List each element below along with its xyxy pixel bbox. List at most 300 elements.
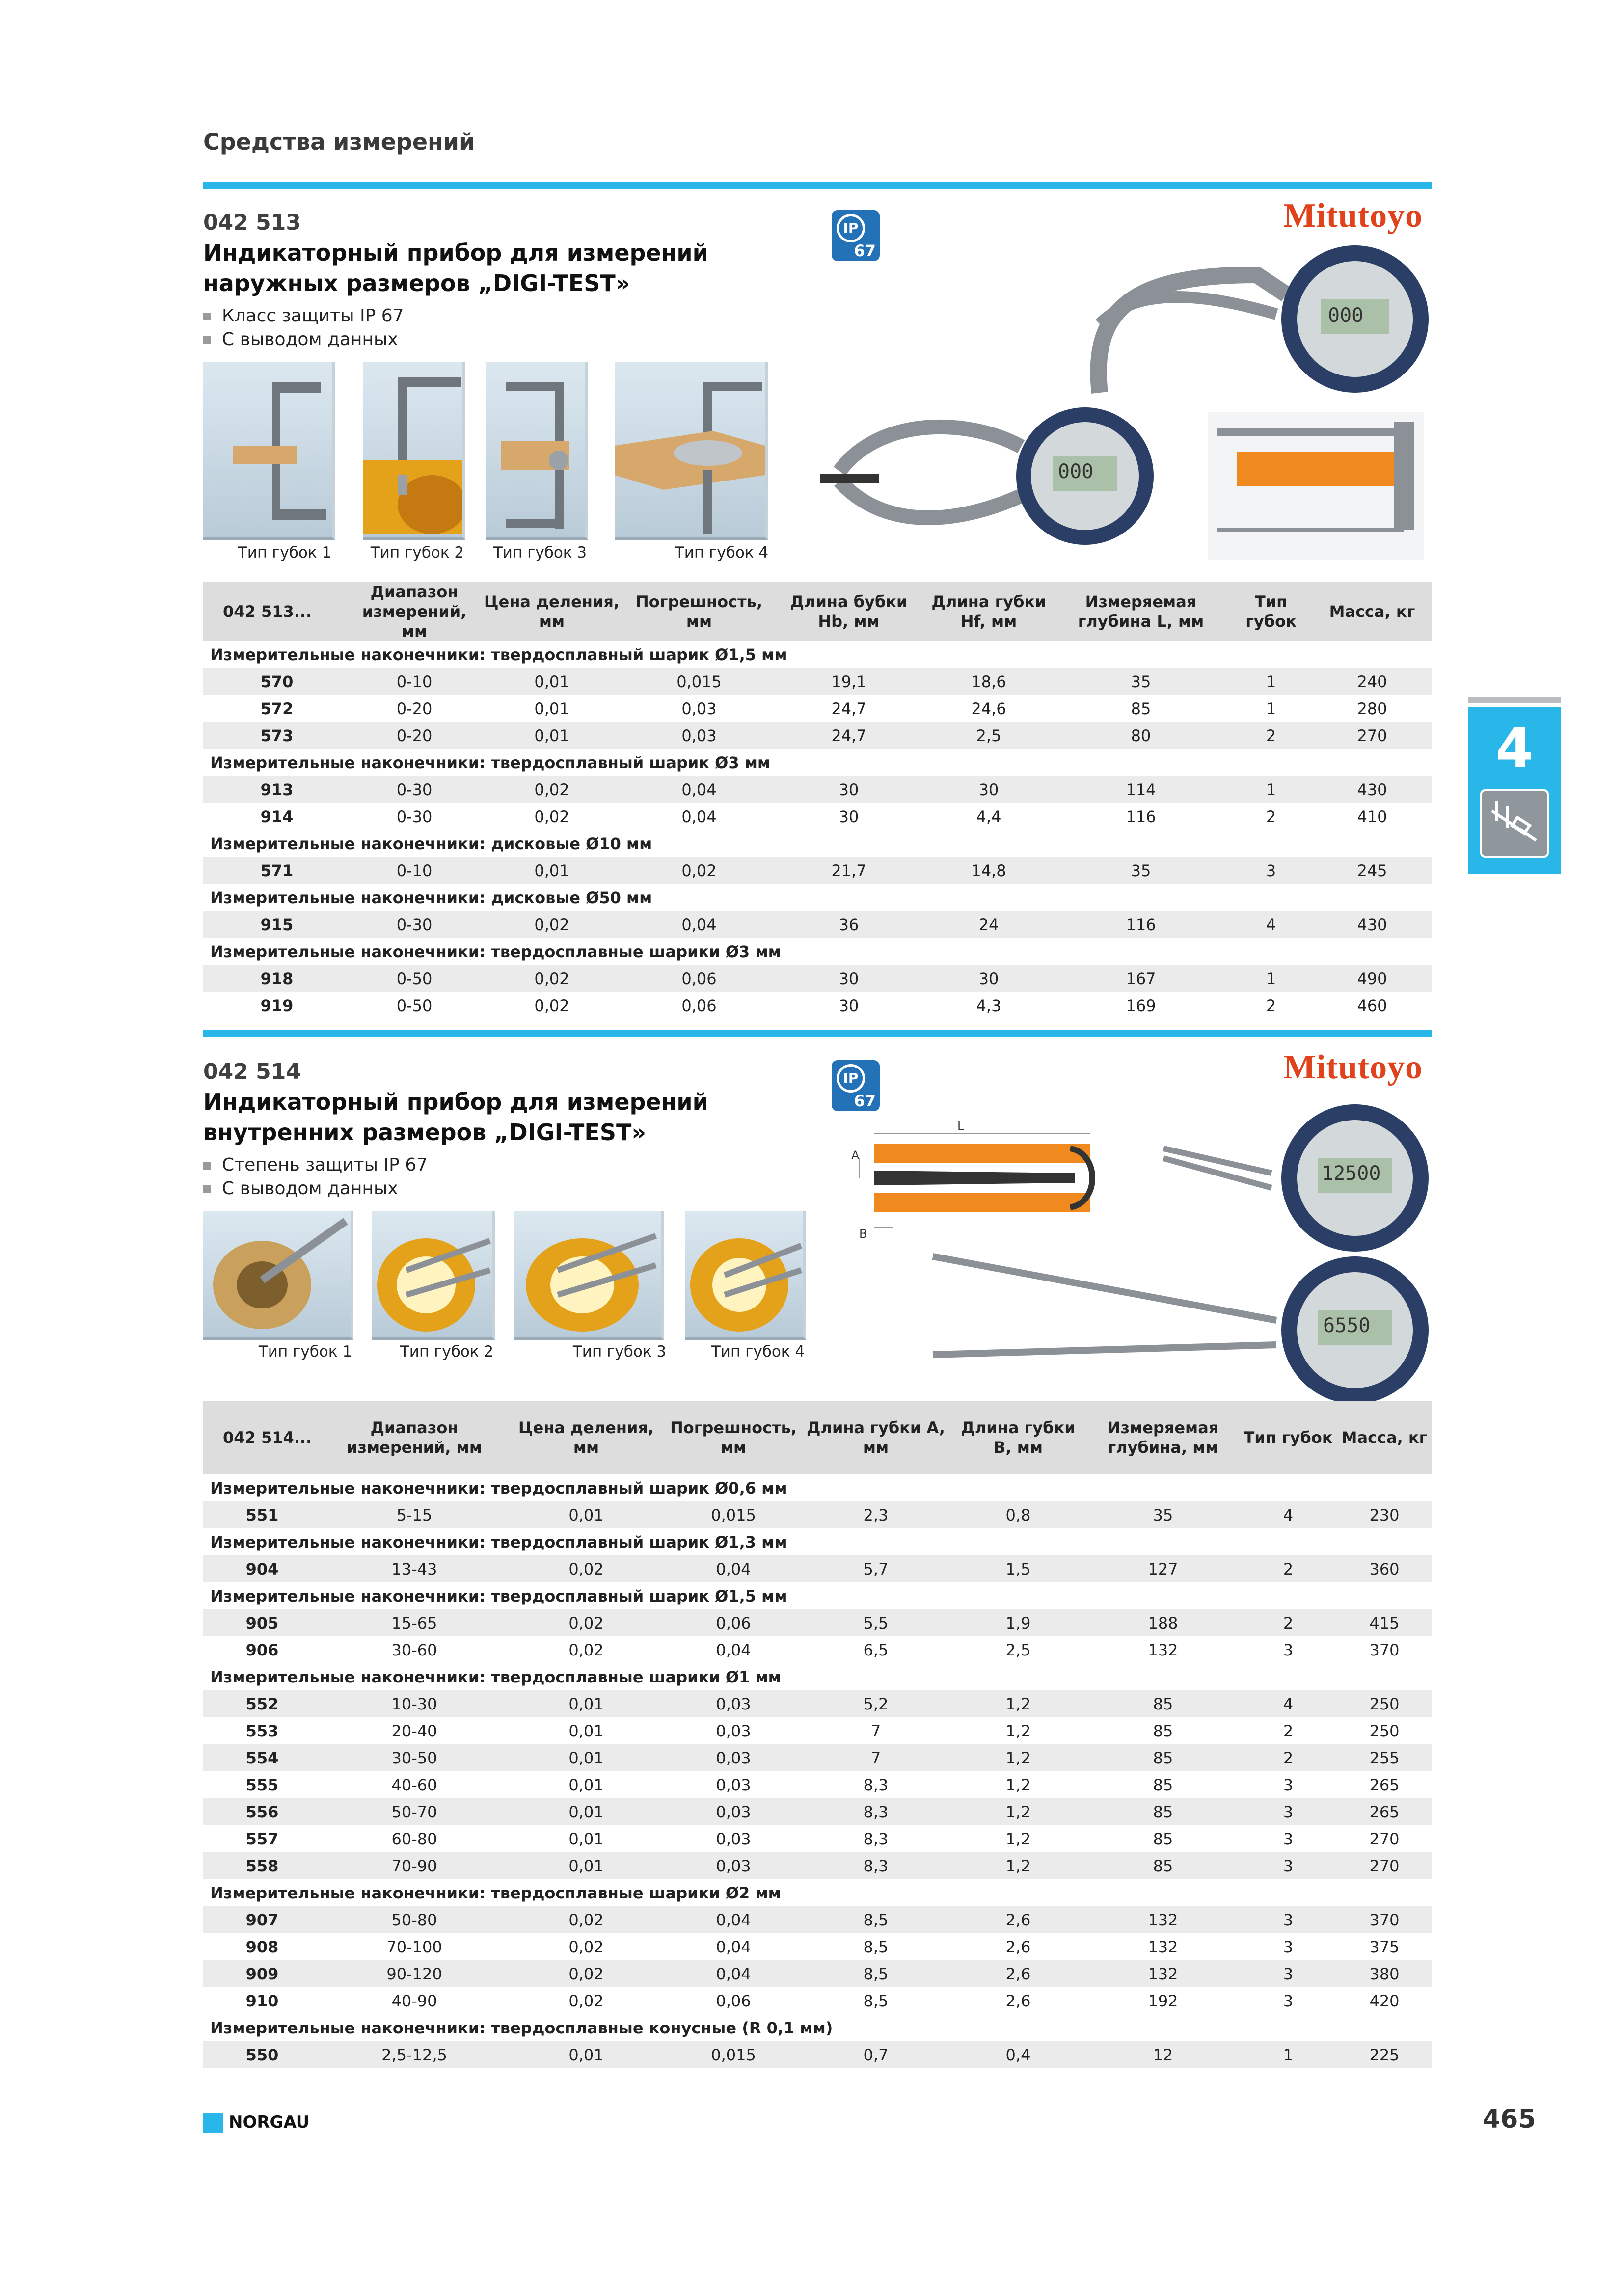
table-cell: 2,3 <box>802 1501 949 1528</box>
table-cell: 1,2 <box>949 1852 1087 1879</box>
table-cell: 904 <box>203 1555 321 1582</box>
table-group-row <box>203 641 1432 668</box>
table-cell: 40-60 <box>391 1775 437 1794</box>
table-cell: 1 <box>1229 776 1313 803</box>
table-cell: 2 <box>1266 996 1276 1015</box>
table-cell: 0,01 <box>478 668 625 695</box>
mitutoyo-logo-2: Mitutoyo <box>1283 1048 1423 1086</box>
table-row <box>203 1636 1432 1663</box>
group-label: Измерительные наконечники: твердосплавный шарик Ø1,5 мм <box>203 641 1432 668</box>
table-cell: 30 <box>839 996 859 1015</box>
table-row <box>203 1744 1432 1771</box>
table-group-row <box>203 884 1432 911</box>
diagram-label-b: B <box>859 1227 867 1241</box>
table-cell: 20-40 <box>391 1721 437 1740</box>
table-cell: 245 <box>1313 857 1432 884</box>
table-cell: 908 <box>245 1937 279 1956</box>
gauge-display-3: 12500 <box>1322 1162 1381 1185</box>
table-cell: 0,04 <box>625 911 773 938</box>
int-jaw-type2-image <box>372 1211 495 1340</box>
product1-title: Индикаторный прибор для измерений наружных размеров „DIGI-TEST» <box>203 240 708 296</box>
table-cell: 80 <box>1053 722 1229 749</box>
table-cell: 1,2 <box>949 1690 1087 1717</box>
table-cell: 270 <box>1313 722 1432 749</box>
table-cell: 3 <box>1283 1640 1294 1659</box>
table-cell: 24,7 <box>831 699 866 718</box>
table-cell: 0,04 <box>665 1555 802 1582</box>
table-cell: 30 <box>925 965 1053 992</box>
table-cell: 60-80 <box>391 1829 437 1848</box>
gauge-display-2: 000 <box>1058 460 1094 483</box>
table-cell: 4 <box>1239 1690 1337 1717</box>
table-group-row <box>203 1528 1432 1555</box>
table-cell: 0,8 <box>949 1501 1087 1528</box>
table-cell: 8,5 <box>802 1960 949 1987</box>
table-cell: 913 <box>203 776 351 803</box>
table-group-row <box>203 1663 1432 1690</box>
table-cell: 225 <box>1337 2041 1432 2068</box>
table-cell: 918 <box>203 965 351 992</box>
table-cell: 0,02 <box>534 807 569 826</box>
group-label: Измерительные наконечники: твердосплавный шарик Ø0,6 мм <box>203 1474 1432 1501</box>
group-label: Измерительные наконечники: твердосплавный шарик Ø1,5 мм <box>203 1582 1432 1609</box>
product2-title: Индикаторный прибор для измерений внутренних размеров „DIGI-TEST» <box>203 1089 708 1146</box>
group-label: Измерительные наконечники: дисковые Ø50 мм <box>203 884 1432 911</box>
table-cell: 3 <box>1283 1775 1294 1794</box>
table-cell: 3 <box>1283 1991 1294 2010</box>
table-cell: 4 <box>1229 911 1313 938</box>
table-cell: 430 <box>1313 776 1432 803</box>
column-header: Цена деления, мм <box>508 1401 665 1474</box>
table-cell: 552 <box>203 1690 321 1717</box>
table-cell: 1,9 <box>949 1609 1087 1636</box>
column-header: Длина губки A, мм <box>802 1401 949 1474</box>
table-cell: 910 <box>245 1991 279 2010</box>
table-cell: 85 <box>1087 1798 1239 1825</box>
table-row <box>203 1852 1432 1879</box>
chapter-tab-top-bar <box>1468 697 1561 703</box>
column-header: Измеряемая глубина, мм <box>1087 1401 1239 1474</box>
table-cell: 6,5 <box>863 1640 889 1659</box>
table-row <box>203 803 1432 830</box>
jaw-type4-image <box>615 362 768 540</box>
table-cell: 2 <box>1283 1721 1294 1740</box>
table-cell: 265 <box>1337 1798 1432 1825</box>
table-cell: 0,04 <box>665 1906 802 1933</box>
table-group-row <box>203 1879 1432 1906</box>
table-cell: 0,02 <box>568 1937 604 1956</box>
table-cell: 116 <box>1126 807 1156 826</box>
table-row <box>203 1717 1432 1744</box>
table-cell: 0,01 <box>568 1721 604 1740</box>
table-cell: 127 <box>1087 1555 1239 1582</box>
table-cell: 1 <box>1266 699 1276 718</box>
table-cell: 1,2 <box>1005 1829 1031 1848</box>
jaw-type2-caption: Тип губок 2 <box>370 544 464 561</box>
table-cell: 30 <box>773 965 925 992</box>
table-row <box>203 695 1432 722</box>
table-cell: 0,4 <box>949 2041 1087 2068</box>
table-cell: 270 <box>1369 1829 1400 1848</box>
table-cell: 8,3 <box>863 1775 889 1794</box>
table-cell: 2,6 <box>1005 1937 1031 1956</box>
int-jaw-type2-caption: Тип губок 2 <box>400 1343 494 1361</box>
bullet: С выводом данных <box>203 328 404 351</box>
table-cell: 8,3 <box>802 1798 949 1825</box>
table-cell: 3 <box>1283 1829 1294 1848</box>
table-cell: 0-30 <box>396 807 433 826</box>
table-row <box>203 1798 1432 1825</box>
table-cell: 415 <box>1337 1609 1432 1636</box>
group-label: Измерительные наконечники: твердосплавные шарики Ø2 мм <box>203 1879 1432 1906</box>
table-cell: 2,6 <box>949 1960 1087 1987</box>
group-label: Измерительные наконечники: твердосплавные шарики Ø1 мм <box>203 1663 1432 1690</box>
table-cell: 0,015 <box>665 2041 802 2068</box>
table-cell: 2,6 <box>1005 1991 1031 2010</box>
internal-measurement-diagram <box>844 1119 1119 1247</box>
bullet: Класс защиты IP 67 <box>203 304 404 328</box>
table-row <box>203 965 1432 992</box>
table-cell: 4 <box>1239 1501 1337 1528</box>
table-cell: 3 <box>1239 1798 1337 1825</box>
column-header: 042 513... <box>203 582 351 641</box>
jaw-type1-caption: Тип губок 1 <box>238 544 332 561</box>
column-header: Диапазон измерений, мм <box>321 1401 508 1474</box>
table-cell: 30 <box>773 776 925 803</box>
table-cell: 551 <box>203 1501 321 1528</box>
table-cell: 2,5 <box>925 722 1053 749</box>
table-cell: 573 <box>203 722 351 749</box>
table-cell: 24 <box>925 911 1053 938</box>
table-cell: 230 <box>1337 1501 1432 1528</box>
table-cell: 915 <box>203 911 351 938</box>
ip67-badge: IP 67 <box>832 210 880 261</box>
external-caliper-gauge-image-2 <box>810 398 1163 555</box>
table-cell: 919 <box>260 996 294 1015</box>
table-cell: 0,03 <box>665 1798 802 1825</box>
product1-code: 042 513 <box>203 210 301 235</box>
table-row <box>203 1825 1432 1852</box>
table-cell: 13-43 <box>321 1555 508 1582</box>
table-cell: 0,01 <box>478 857 625 884</box>
table-cell: 570 <box>203 668 351 695</box>
table-cell: 572 <box>260 699 294 718</box>
table-cell: 1,2 <box>1005 1721 1031 1740</box>
table-row <box>203 776 1432 803</box>
bullet: Степень защиты IP 67 <box>203 1153 428 1177</box>
table-cell: 90-120 <box>321 1960 508 1987</box>
int-jaw-type1-caption: Тип губок 1 <box>258 1343 352 1361</box>
diagram-label-a: A <box>851 1148 860 1162</box>
product1-table <box>203 582 1432 1019</box>
table-cell: 5,7 <box>802 1555 949 1582</box>
int-jaw-type4-caption: Тип губок 4 <box>711 1343 805 1361</box>
table-cell: 0-50 <box>396 996 433 1015</box>
table-cell: 0,015 <box>665 1501 802 1528</box>
table-cell: 114 <box>1053 776 1229 803</box>
table-group-row <box>203 830 1432 857</box>
table-cell: 255 <box>1337 1744 1432 1771</box>
group-label: Измерительные наконечники: твердосплавные конусные (R 0,1 мм) <box>203 2014 1432 2041</box>
table-cell: 132 <box>1148 1937 1178 1956</box>
table-cell: 1,2 <box>1005 1775 1031 1794</box>
table-cell: 0,01 <box>508 1501 665 1528</box>
table-cell: 0,03 <box>681 699 717 718</box>
diagram-label-l: L <box>957 1119 964 1133</box>
table-cell: 5-15 <box>321 1501 508 1528</box>
table-cell: 85 <box>1087 1744 1239 1771</box>
table-cell: 18,6 <box>925 668 1053 695</box>
table-cell: 132 <box>1087 1906 1239 1933</box>
table-cell: 0,04 <box>625 776 773 803</box>
table-cell: 3 <box>1229 857 1313 884</box>
table-cell: 169 <box>1126 996 1156 1015</box>
ip67-badge-2: IP 67 <box>832 1060 880 1111</box>
table-row <box>203 1960 1432 1987</box>
table-row <box>203 911 1432 938</box>
table-cell: 1,2 <box>949 1798 1087 1825</box>
table-cell: 14,8 <box>925 857 1053 884</box>
table-cell: 0,02 <box>508 1609 665 1636</box>
table-cell: 0,01 <box>508 1690 665 1717</box>
product1-bullets <box>203 304 404 351</box>
table-cell: 914 <box>260 807 294 826</box>
table-cell: 0,02 <box>508 1960 665 1987</box>
table-cell: 2,5 <box>1005 1640 1031 1659</box>
column-header: Цена деления, мм <box>478 582 625 641</box>
table-cell: 0-50 <box>351 965 478 992</box>
table-row <box>203 1906 1432 1933</box>
table-cell: 0,02 <box>625 857 773 884</box>
table-group-row <box>203 2014 1432 2041</box>
column-header: Измеряемая глубина L, мм <box>1053 582 1229 641</box>
table-cell: 2 <box>1266 807 1276 826</box>
table-cell: 7 <box>802 1744 949 1771</box>
table-cell: 30-60 <box>391 1640 437 1659</box>
chapter-tab[interactable] <box>1468 707 1561 874</box>
table-cell: 8,5 <box>802 1906 949 1933</box>
mitutoyo-logo: Mitutoyo <box>1283 197 1423 235</box>
table-cell: 0,03 <box>665 1744 802 1771</box>
table-cell: 410 <box>1357 807 1387 826</box>
table-cell: 0,02 <box>478 911 625 938</box>
table-cell: 70-90 <box>321 1852 508 1879</box>
table-cell: 420 <box>1369 1991 1400 2010</box>
column-header: Тип губок <box>1239 1401 1337 1474</box>
table-cell: 0,04 <box>716 1640 751 1659</box>
column-header: Погрешность, мм <box>625 582 773 641</box>
table-cell: 554 <box>203 1744 321 1771</box>
table-cell: 3 <box>1239 1852 1337 1879</box>
table-cell: 35 <box>1087 1501 1239 1528</box>
section-title: Средства измерений <box>203 129 475 155</box>
column-header: 042 514... <box>203 1401 321 1474</box>
internal-caliper-gauge-image <box>1144 1104 1438 1252</box>
table-cell: 360 <box>1337 1555 1432 1582</box>
table-cell: 2,5-12,5 <box>321 2041 508 2068</box>
table-cell: 0,01 <box>508 1798 665 1825</box>
table-cell: 571 <box>203 857 351 884</box>
group-label: Измерительные наконечники: дисковые Ø10 мм <box>203 830 1432 857</box>
table-cell: 0-30 <box>351 911 478 938</box>
table-cell: 553 <box>245 1721 279 1740</box>
table-cell: 8,5 <box>863 1937 889 1956</box>
table-cell: 4,3 <box>976 996 1001 1015</box>
table-cell: 240 <box>1313 668 1432 695</box>
table-row <box>203 1690 1432 1717</box>
table-cell: 0,03 <box>716 1721 751 1740</box>
table-cell: 250 <box>1369 1721 1400 1740</box>
table-cell: 0-30 <box>351 776 478 803</box>
table-row <box>203 992 1432 1019</box>
table-cell: 85 <box>1131 699 1151 718</box>
table-cell: 7 <box>870 1721 881 1740</box>
table-cell: 2 <box>1239 1744 1337 1771</box>
column-header: Диапазон измерений, мм <box>351 582 478 641</box>
product2-table <box>203 1401 1432 2068</box>
table-cell: 0,015 <box>625 668 773 695</box>
table-row <box>203 1933 1432 1960</box>
table-cell: 15-65 <box>321 1609 508 1636</box>
table-cell: 370 <box>1337 1906 1432 1933</box>
table-cell: 35 <box>1053 857 1229 884</box>
group-label: Измерительные наконечники: твердосплавный шарик Ø1,3 мм <box>203 1528 1432 1555</box>
column-header: Длина губки Hf, мм <box>925 582 1053 641</box>
table-cell: 85 <box>1087 1690 1239 1717</box>
table-cell: 85 <box>1153 1829 1173 1848</box>
table-cell: 555 <box>245 1775 279 1794</box>
table-cell: 1 <box>1239 2041 1337 2068</box>
table-cell: 24,7 <box>773 722 925 749</box>
table-cell: 1 <box>1229 965 1313 992</box>
table-cell: 36 <box>773 911 925 938</box>
table-cell: 0,01 <box>508 1852 665 1879</box>
table-cell: 4,4 <box>976 807 1001 826</box>
table-cell: 8,3 <box>863 1829 889 1848</box>
table-cell: 380 <box>1337 1960 1432 1987</box>
page-number: 465 <box>1483 2105 1536 2134</box>
table-cell: 19,1 <box>773 668 925 695</box>
table-cell: 40-90 <box>391 1991 437 2010</box>
table-row <box>203 722 1432 749</box>
table-cell: 50-80 <box>321 1906 508 1933</box>
table-cell: 85 <box>1087 1852 1239 1879</box>
table-cell: 0,01 <box>508 1744 665 1771</box>
table-group-row <box>203 1474 1432 1501</box>
bullet: С выводом данных <box>203 1177 428 1201</box>
table-cell: 0,02 <box>508 1555 665 1582</box>
int-jaw-type3-image <box>514 1211 664 1340</box>
table-row <box>203 1609 1432 1636</box>
table-cell: 550 <box>203 2041 321 2068</box>
table-cell: 21,7 <box>773 857 925 884</box>
table-cell: 909 <box>203 1960 321 1987</box>
column-header: Погрешность, мм <box>665 1401 802 1474</box>
table-cell: 0,02 <box>508 1906 665 1933</box>
table-cell: 0-20 <box>396 699 433 718</box>
table-cell: 490 <box>1313 965 1432 992</box>
table-cell: 0-10 <box>351 857 478 884</box>
table-cell: 0,7 <box>802 2041 949 2068</box>
jaw-type3-caption: Тип губок 3 <box>493 544 587 561</box>
table-cell: 0,04 <box>665 1960 802 1987</box>
int-jaw-type4-image <box>685 1211 806 1340</box>
norgau-logo-square <box>203 2113 223 2133</box>
table-cell: 265 <box>1369 1775 1400 1794</box>
table-cell: 370 <box>1369 1640 1400 1659</box>
table-group-row <box>203 938 1432 965</box>
section-divider <box>203 1030 1432 1037</box>
table-cell: 460 <box>1357 996 1387 1015</box>
table-cell: 0,03 <box>665 1852 802 1879</box>
table-cell: 30-50 <box>321 1744 508 1771</box>
table-cell: 0,03 <box>625 722 773 749</box>
table-cell: 0,06 <box>625 965 773 992</box>
int-jaw-type3-caption: Тип губок 3 <box>572 1343 667 1361</box>
table-cell: 558 <box>203 1852 321 1879</box>
table-cell: 12 <box>1087 2041 1239 2068</box>
table-cell: 280 <box>1357 699 1387 718</box>
column-header: Длина губки B, мм <box>949 1401 1087 1474</box>
table-cell: 50-70 <box>321 1798 508 1825</box>
external-caliper-gauge-image <box>1080 245 1434 402</box>
table-cell: 8,5 <box>863 1991 889 2010</box>
table-cell: 430 <box>1313 911 1432 938</box>
table-cell: 250 <box>1337 1690 1432 1717</box>
jaw-type4-caption: Тип губок 4 <box>675 544 769 561</box>
int-jaw-type1-image <box>203 1211 353 1340</box>
gauge-display: 000 <box>1328 304 1364 327</box>
table-row <box>203 1987 1432 2014</box>
table-group-row <box>203 749 1432 776</box>
group-label: Измерительные наконечники: твердосплавный шарик Ø3 мм <box>203 749 1432 776</box>
table-cell: 0,04 <box>716 1937 751 1956</box>
table-row <box>203 2041 1432 2068</box>
norgau-logo: NORGAU <box>229 2112 310 2132</box>
table-row <box>203 668 1432 695</box>
table-cell: 0,02 <box>568 1640 604 1659</box>
table-cell: 1 <box>1229 668 1313 695</box>
table-cell: 70-100 <box>386 1937 442 1956</box>
table-cell: 192 <box>1148 1991 1178 2010</box>
table-cell: 906 <box>245 1640 279 1659</box>
table-cell: 0,06 <box>681 996 717 1015</box>
table-cell: 35 <box>1053 668 1229 695</box>
table-row <box>203 1501 1432 1528</box>
table-cell: 132 <box>1148 1640 1178 1659</box>
table-row <box>203 1555 1432 1582</box>
table-cell: 0,03 <box>716 1775 751 1794</box>
table-cell: 0-10 <box>351 668 478 695</box>
table-cell: 0-20 <box>351 722 478 749</box>
column-header: Длина бубки Hb, мм <box>773 582 925 641</box>
table-cell: 0,01 <box>478 722 625 749</box>
table-cell: 0,02 <box>478 776 625 803</box>
table-cell: 905 <box>203 1609 321 1636</box>
measurement-diagram <box>1208 412 1424 560</box>
table-cell: 5,2 <box>802 1690 949 1717</box>
table-cell: 30 <box>839 807 859 826</box>
table-cell: 2,6 <box>949 1906 1087 1933</box>
table-cell: 188 <box>1087 1609 1239 1636</box>
table-cell: 907 <box>203 1906 321 1933</box>
table-cell: 2 <box>1239 1609 1337 1636</box>
table-cell: 2 <box>1229 722 1313 749</box>
table-cell: 0,01 <box>508 2041 665 2068</box>
table-cell: 85 <box>1153 1721 1173 1740</box>
column-header: Масса, кг <box>1337 1401 1432 1474</box>
table-cell: 0,01 <box>568 1775 604 1794</box>
